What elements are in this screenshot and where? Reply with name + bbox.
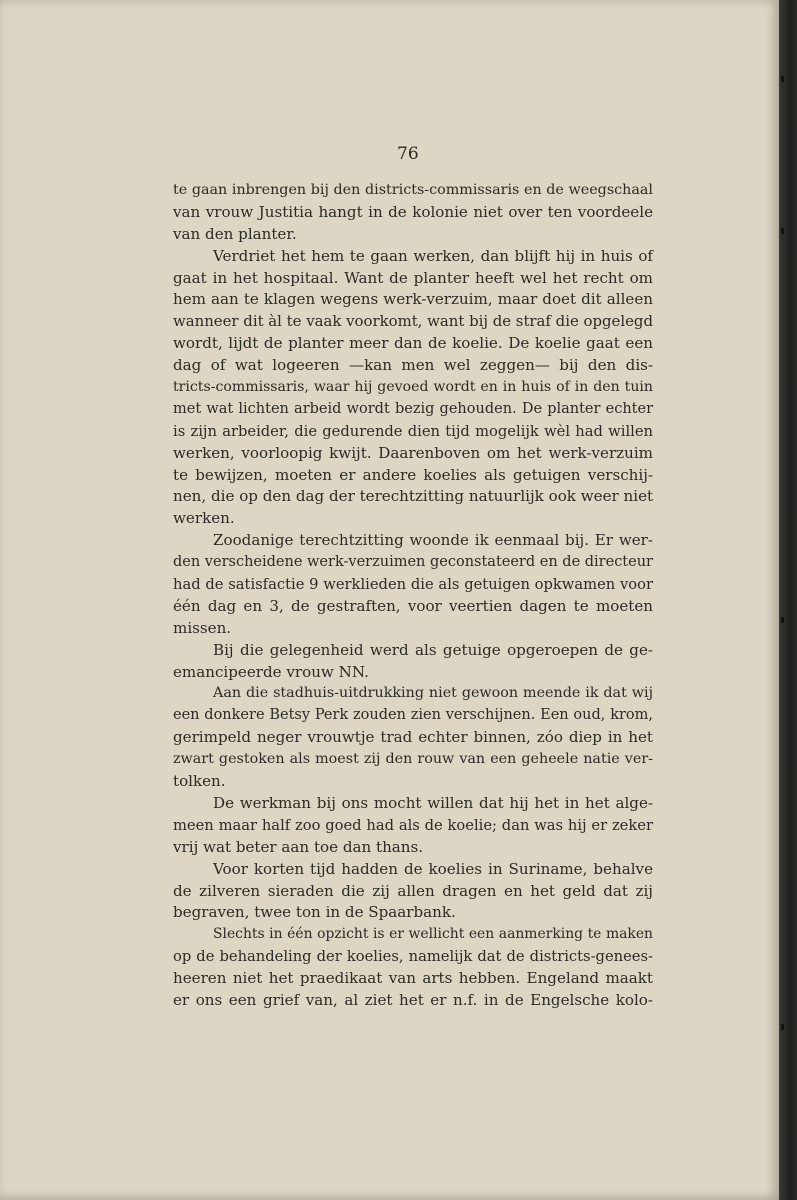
text-line: gerimpeld neger vrouwtje trad echter binnen, zóo diep in het bbox=[173, 728, 653, 747]
text-line: Verdriet het hem te gaan werken, dan blijft hij in huis of bbox=[213, 246, 653, 265]
text-line: er ons een grief van, al ziet het er n.f. in de Engelsche kolo- bbox=[173, 990, 653, 1009]
text-line: meen maar half zoo goed had als de koelie; dan was hij er zeker bbox=[173, 816, 653, 834]
text-line: vrij wat beter aan toe dan thans. bbox=[173, 837, 424, 856]
text-line: zwart gestoken als moest zij den rouw van een geheele natie ver- bbox=[173, 751, 653, 768]
book-spine-edge bbox=[779, 0, 797, 1200]
text-line: Bij die gelegenheid werd als getuige opgeroepen de ge- bbox=[213, 640, 653, 659]
text-line: tolken. bbox=[173, 772, 226, 791]
text-line: van den planter. bbox=[173, 224, 297, 243]
spine-mark bbox=[781, 228, 784, 234]
text-line: begraven, twee ton in de Spaarbank. bbox=[173, 903, 456, 922]
text-line: dag of wat logeeren —kan men wel zeggen— bij den dis- bbox=[173, 356, 653, 375]
text-line: is zijn arbeider, die gedurende dien tijd mogelijk wèl had willen bbox=[173, 422, 653, 440]
text-line: Aan die stadhuis-uitdrukking niet gewoon meende ik dat wij bbox=[213, 685, 653, 702]
text-line: Voor korten tijd hadden de koelies in Suriname, behalve bbox=[213, 859, 653, 878]
text-line: de zilveren sieraden die zij allen dragen en het geld dat zij bbox=[173, 881, 653, 900]
text-line: wanneer dit àl te vaak voorkomt, want bij de straf die opgelegd bbox=[173, 312, 653, 331]
page-number: 76 bbox=[397, 144, 419, 164]
text-line: te bewijzen, moeten er andere koelies als getuigen verschij- bbox=[173, 465, 653, 484]
text-line: gaat in het hospitaal. Want de planter heeft wel het recht om bbox=[173, 268, 653, 287]
text-line: werken, voorloopig kwijt. Daarenboven om het werk-verzuim bbox=[173, 443, 653, 462]
text-line: een donkere Betsy Perk zouden zien verschijnen. Een oud, krom, bbox=[173, 707, 653, 724]
text-line: van vrouw Justitia hangt in de kolonie niet over ten voordeele bbox=[173, 202, 653, 221]
body-text bbox=[173, 180, 653, 1012]
text-line: emancipeerde vrouw NN. bbox=[173, 662, 369, 681]
text-line: missen. bbox=[173, 618, 232, 637]
text-line: Zoodanige terechtzitting woonde ik eenmaal bij. Er wer- bbox=[213, 531, 653, 550]
text-line: den verscheidene werk-verzuimen geconstateerd en de directeur bbox=[173, 554, 653, 571]
text-line: met wat lichten arbeid wordt bezig gehouden. De planter echter bbox=[173, 400, 653, 417]
text-line: nen, die op den dag der terechtzitting natuurlijk ook weer niet bbox=[173, 487, 654, 506]
text-line: te gaan inbrengen bij den districts-commissaris en de weegschaal bbox=[173, 182, 653, 198]
text-line: heeren niet het praedikaat van arts hebben. Engeland maakt bbox=[173, 969, 653, 988]
text-line: De werkman bij ons mocht willen dat hij het in het alge- bbox=[213, 793, 653, 812]
text-line: tricts-commissaris, waar hij gevoed wordt en in huis of in den tuin bbox=[173, 379, 653, 396]
text-line: had de satisfactie 9 werklieden die als getuigen opkwamen voor bbox=[173, 576, 653, 594]
spine-mark bbox=[781, 76, 784, 82]
text-line: hem aan te klagen wegens werk-verzuim, maar doet dit alleen bbox=[173, 290, 653, 309]
spine-mark bbox=[781, 1024, 784, 1030]
spine-mark bbox=[781, 617, 784, 623]
text-line: wordt, lijdt de planter meer dan de koelie. De koelie gaat een bbox=[173, 334, 653, 353]
text-line: werken. bbox=[173, 509, 235, 528]
text-line: Slechts in één opzicht is er wellicht een aanmerking te maken bbox=[213, 926, 653, 943]
text-line: op de behandeling der koelies, namelijk dat de districts-genees- bbox=[173, 948, 653, 966]
text-line: één dag en 3, de gestraften, voor veertien dagen te moeten bbox=[173, 596, 653, 615]
